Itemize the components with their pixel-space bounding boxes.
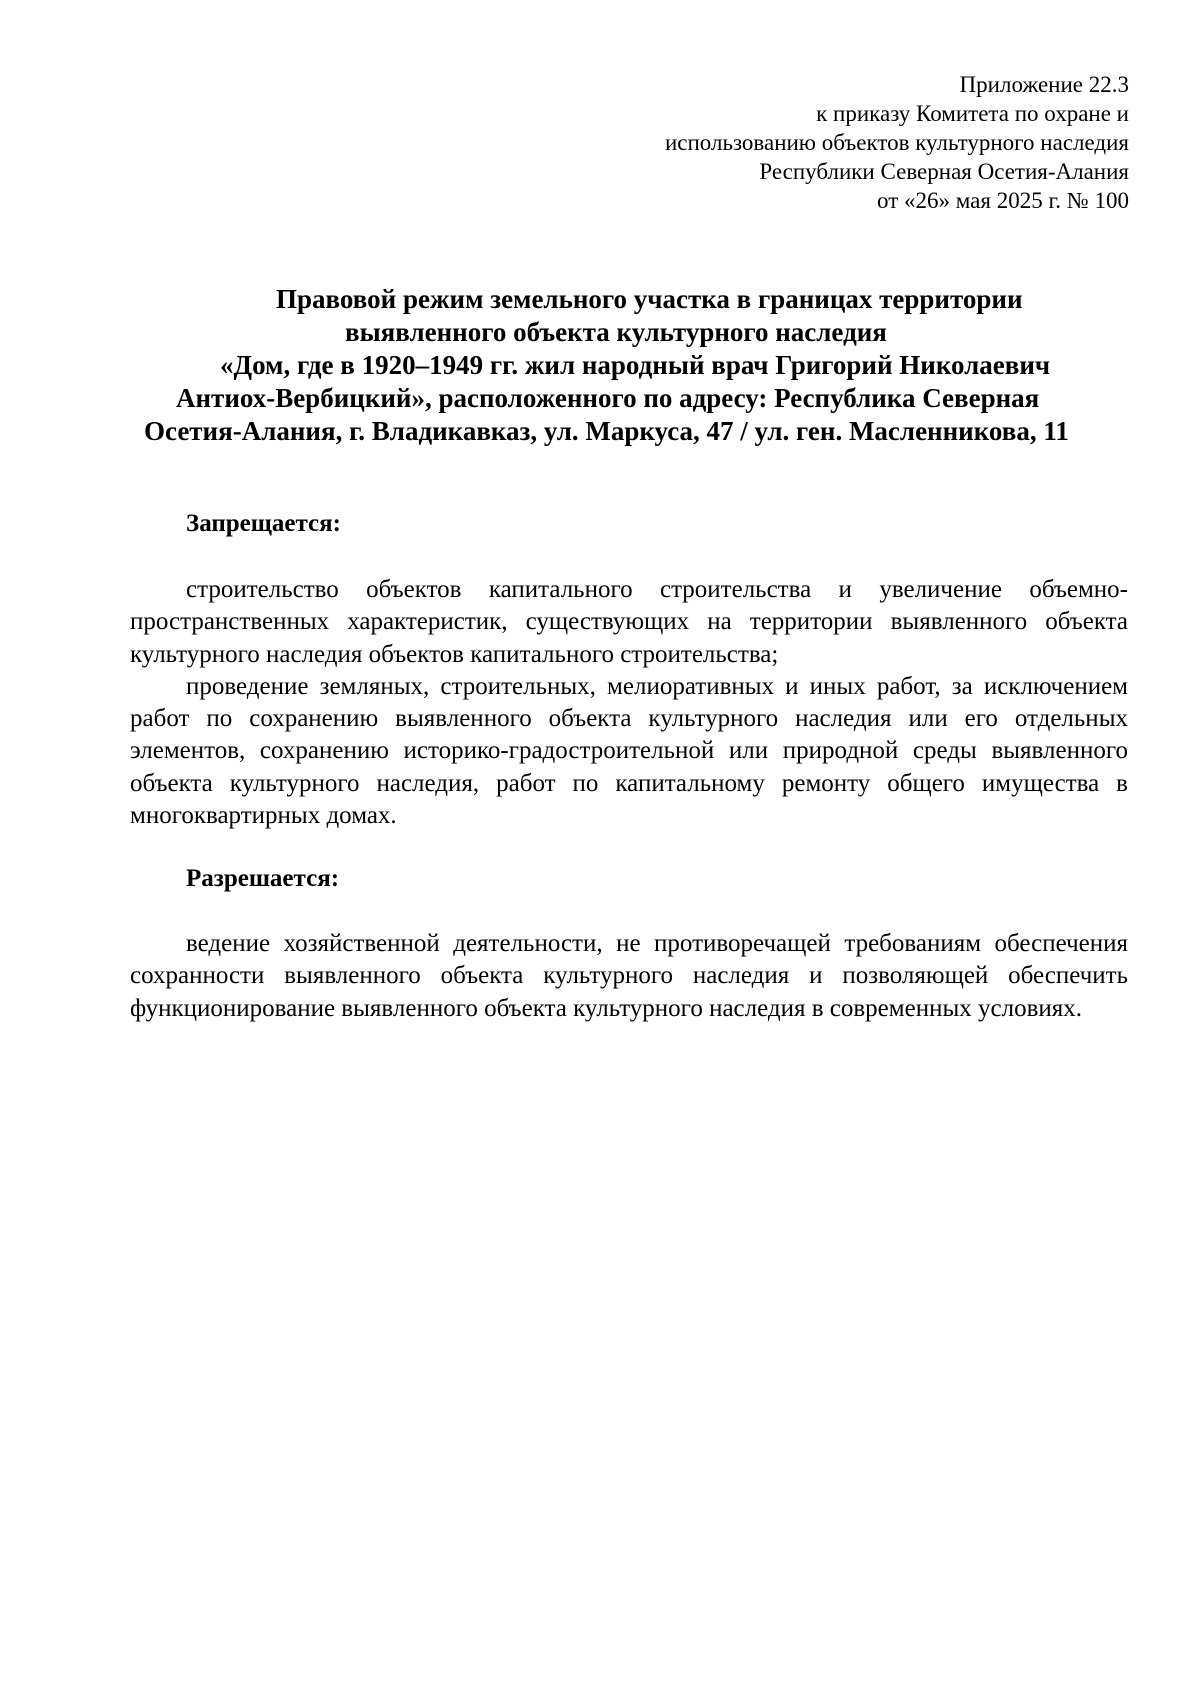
document-title [120,283,1128,448]
forbidden-paragraph: проведение земляных, строительных, мелиоративных и иных работ, за исключением работ по сохранению выявленного объекта культурного наследия или его отдельных элементов, сохранению историко-градостроительной или природной среды выявленного объекта культурного наследия, работ по капитальному ремонту общего имущества в многоквартирных домах. [130,672,1128,830]
title-line: выявленного объекта культурного наследия [345,317,887,347]
allowed-section [130,928,1128,1025]
forbidden-heading: Запрещается: [186,510,342,537]
title-line: Осетия-Алания, г. Владикавказ, ул. Маркуса, 47 / ул. ген. Масленникова, 11 [144,416,1069,446]
appendix-republic-line: Республики Северная Осетия-Алания [759,159,1129,184]
forbidden-section [130,574,1128,832]
allowed-heading: Разрешается: [186,865,340,892]
title-line: «Дом, где в 1920–1949 гг. жил народный врач Григорий Николаевич [220,350,1051,380]
appendix-number: Приложение 22.3 [959,72,1129,97]
title-line: Правовой режим земельного участка в границах территории [276,284,1023,314]
title-line: Антиох-Вербицкий», расположенного по адресу: Республика Северная [176,383,1040,413]
forbidden-paragraph: строительство объектов капитального строительства и увеличение объемно-пространственных характеристик, существующих на территории выявленного объекта культурного наследия объектов капитального строительства; [130,576,1128,668]
appendix-committee-line: использованию объектов культурного наследия [664,130,1129,155]
appendix-order-line: к приказу Комитета по охране и [816,101,1129,126]
appendix-date-line: от «26» мая 2025 г. № 100 [877,188,1129,213]
allowed-paragraph: ведение хозяйственной деятельности, не противоречащей требованиям обеспечения сохранности выявленного объекта культурного наследия и позволяющей обеспечить функционирование выявленного объекта культурного наследия в современных условиях. [130,930,1128,1022]
appendix-reference [529,70,1129,215]
